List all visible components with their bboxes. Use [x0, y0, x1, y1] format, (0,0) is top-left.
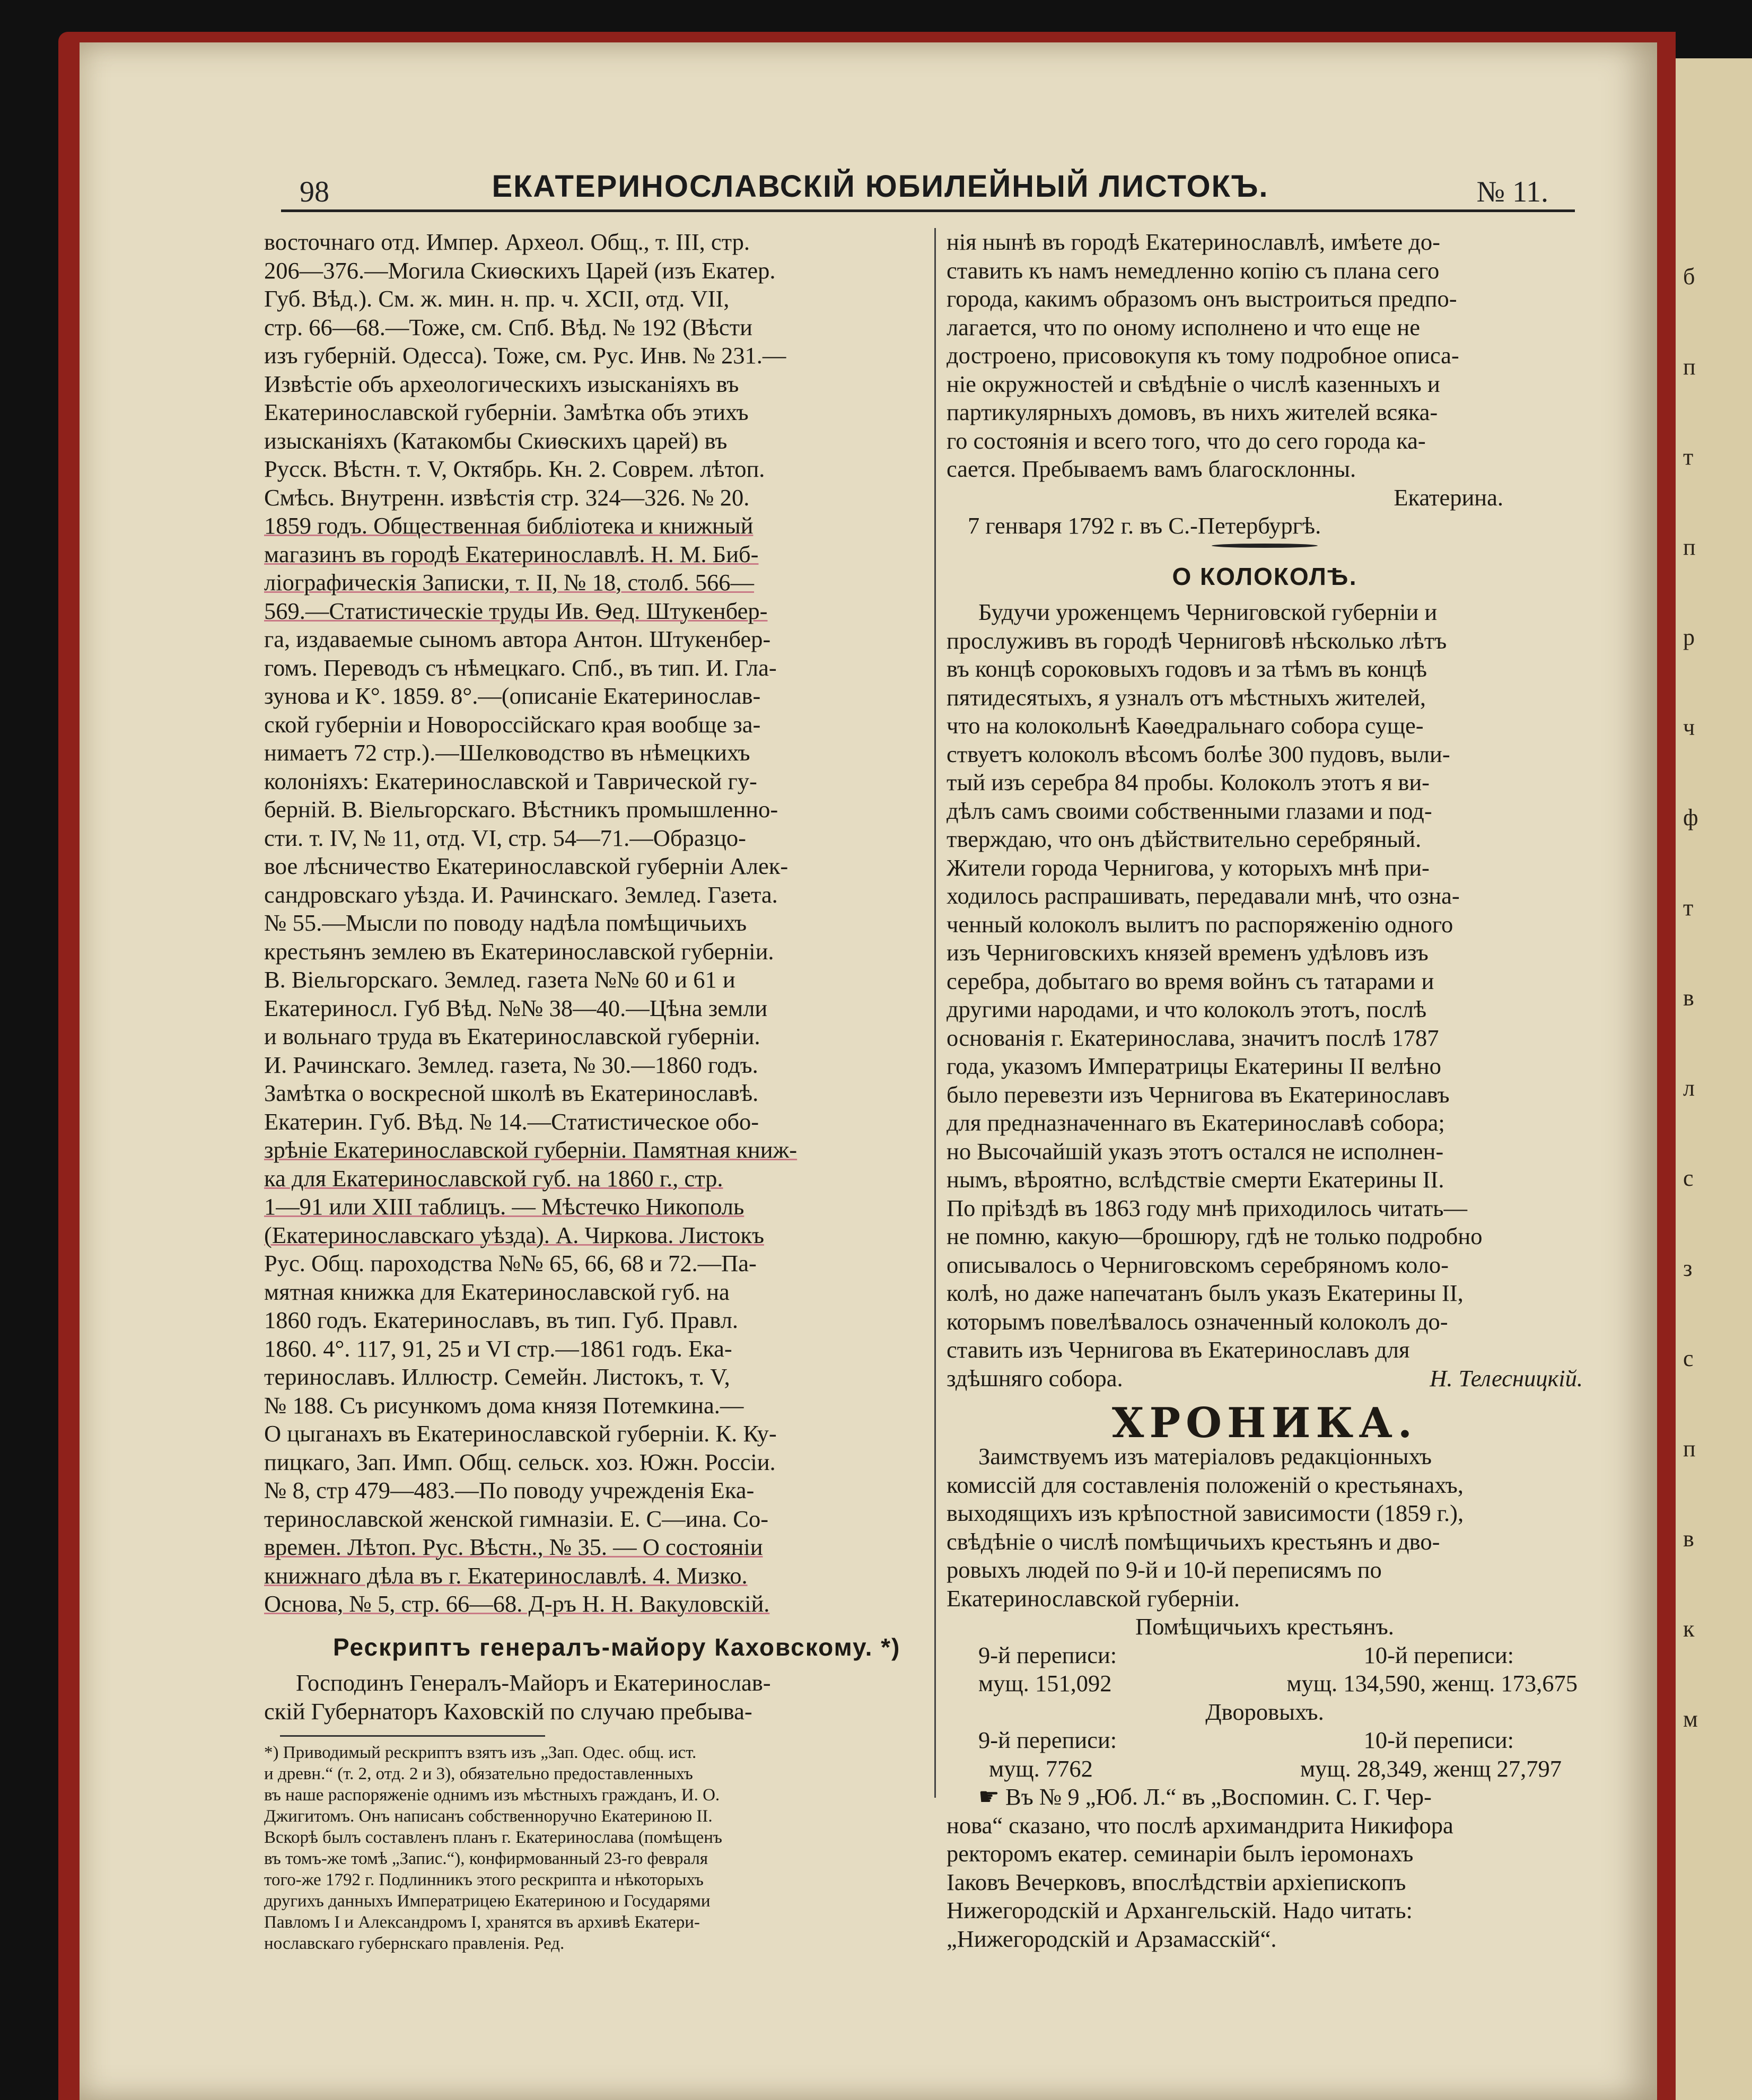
census-col-10-b: 10-й переписи: — [1363, 1727, 1514, 1753]
text-line: здѣшняго собора. — [947, 1364, 1123, 1392]
text-line: ка для Екатеринославской губ. на 1860 г., стр. — [264, 1165, 723, 1192]
text-line: теринославъ. Иллюстр. Семейн. Листокъ, т. V, — [264, 1363, 730, 1390]
footnote — [264, 1742, 924, 1954]
text-line: 1859 годъ. Общественная библіотека и книжный — [264, 512, 754, 539]
text-line: берній. В. Віельгорскаго. Вѣстникъ промышленно- — [264, 796, 778, 822]
text-line: го состоянія и всего того, что до сего города ка- — [947, 427, 1426, 454]
issue-number: № 11. — [1476, 176, 1548, 208]
adjacent-page-fragment: м — [1683, 1706, 1698, 1732]
text-line: комиссій для составленія положеній о крестьянахъ, — [947, 1471, 1464, 1498]
text-line: выходящихъ изъ крѣпостной зависимости (1859 г.), — [947, 1500, 1464, 1526]
text-line: стр. 66—68.—Тоже, см. Спб. Вѣд. № 192 (Вѣсти — [264, 313, 752, 340]
text-line: лагается, что по оному исполнено и что еще не — [947, 313, 1420, 340]
text-line: В. Віельгорскаго. Землед. газета №№ 60 и 61 и — [264, 966, 735, 993]
bibliography-text — [264, 228, 924, 1618]
census-col-10: 10-й переписи: — [1363, 1641, 1514, 1668]
house-title: Дворовыхъ. — [1205, 1698, 1324, 1725]
text-line: было перевезти изъ Чернигова въ Екатеринославъ — [947, 1081, 1450, 1108]
text-line: того-же 1792 г. Подлинникъ этого рескрипта и нѣкоторыхъ — [264, 1870, 704, 1889]
rescript-heading: Рескриптъ генералъ-майору Каховскому. *) — [333, 1633, 901, 1661]
adjacent-page-fragment: п — [1683, 1436, 1696, 1462]
text-line: прослуживъ въ городѣ Черниговѣ нѣсколько лѣтъ — [947, 627, 1447, 654]
text-line: но Высочайшій указъ этотъ остался не исполнен- — [947, 1138, 1444, 1165]
text-line: изысканіяхъ (Катакомбы Скиѳскихъ царей) въ — [264, 427, 728, 454]
adjacent-page-fragment: ч — [1683, 714, 1695, 740]
column-divider — [934, 228, 936, 1798]
text-line: пицкаго, Зап. Имп. Общ. сельск. хоз. Южн. Россіи. — [264, 1448, 776, 1475]
text-line: Смѣсь. Внутренн. извѣстія стр. 324—326. № 20. — [264, 484, 750, 511]
text-line: ставить къ намъ немедленно копію съ плана сего — [947, 257, 1440, 284]
text-line: партикулярныхъ домовъ, въ нихъ жителей всяка- — [947, 399, 1438, 425]
text-line: магазинъ въ городѣ Екатеринославлѣ. Н. М. Биб- — [264, 540, 759, 567]
rescript-continuation — [947, 228, 1583, 484]
peasants-10: мущ. 134,590, женщ. 173,675 — [1286, 1670, 1578, 1696]
text-line: 206—376.—Могила Скиѳскихъ Царей (изъ Екатер. — [264, 257, 776, 284]
house-10: мущ. 28,349, женщ 27,797 — [1300, 1755, 1562, 1782]
text-line: что на колокольнѣ Каѳедральнаго собора суще- — [947, 712, 1424, 739]
text-line: нія нынѣ въ городѣ Екатеринославлѣ, имѣете до- — [947, 229, 1441, 255]
text-line: По пріѣздѣ въ 1863 году мнѣ приходилось читать— — [947, 1194, 1467, 1221]
text-line: сандровскаго уѣзда. И. Рачинскаго. Землед. Газета. — [264, 881, 778, 908]
adjacent-page-fragment: в — [1683, 1526, 1694, 1552]
text-line: Заимствуемъ изъ матеріаловъ редакціонныхъ — [978, 1443, 1432, 1469]
text-line: И. Рачинскаго. Землед. газета, № 30.—1860 годъ. — [264, 1051, 758, 1078]
text-line: теринославской женской гимназіи. Е. С—ина. Со- — [264, 1505, 769, 1532]
text-line: Екатериносл. Губ Вѣд. №№ 38—40.—Цѣна земли — [264, 994, 768, 1021]
text-line: Іаковъ Вечерковъ, впослѣдствіи архіепископъ — [947, 1868, 1406, 1895]
text-line: нимаетъ 72 стр.).—Шелководство въ нѣмецкихъ — [264, 739, 750, 766]
adjacent-page-fragment: с — [1683, 1345, 1694, 1371]
rescript-date: 7 генваря 1792 г. въ С.-Петербургѣ. — [968, 512, 1321, 539]
text-line: и вольнаго труда въ Екатеринославской губерніи. — [264, 1023, 760, 1049]
text-line: *) Приводимый рескриптъ взятъ изъ „Зап. Одес. общ. ист. — [264, 1743, 697, 1762]
text-line: Замѣтка о воскресной школѣ въ Екатеринославѣ. — [264, 1080, 759, 1106]
text-line: Будучи уроженцемъ Черниговской губерніи и — [978, 599, 1438, 625]
house-row — [947, 1755, 1583, 1783]
text-line: (Екатеринославскаго уѣзда). А. Чиркова. Листокъ — [264, 1221, 764, 1248]
journal-title: ЕКАТЕРИНОСЛАВСКІЙ ЮБИЛЕЙНЫЙ ЛИСТОКЪ. — [492, 169, 1269, 204]
text-line: достроено, присовокупя къ тому подробное описа- — [947, 342, 1459, 369]
text-line: № 55.—Мысли по поводу надѣла помѣщичьихъ — [264, 909, 747, 936]
text-line: 1860. 4°. 117, 91, 25 и VI стр.—1861 годъ. Ека- — [264, 1335, 732, 1362]
text-line: и древн.“ (т. 2, отд. 2 и 3), обязательно предоставленныхъ — [264, 1764, 693, 1783]
text-line: серебра, добытаго во время войнъ съ татарами и — [947, 967, 1434, 994]
census-header-row-2 — [947, 1726, 1583, 1755]
text-line: ☛ Въ № 9 „Юб. Л.“ въ „Воспомин. С. Г. Чер- — [978, 1783, 1432, 1810]
adjacent-page-fragment: п — [1683, 354, 1696, 380]
text-line: дѣлъ самъ своими собственными глазами и под- — [947, 797, 1432, 824]
text-line: свѣдѣніе о числѣ помѣщичьихъ крестьянъ и дво- — [947, 1528, 1440, 1555]
text-line: Рус. Общ. пароходства №№ 65, 66, 68 и 72.—Па- — [264, 1250, 757, 1276]
text-line: гомъ. Переводъ съ нѣмецкаго. Спб., въ тип. И. Гла- — [264, 654, 777, 681]
left-column — [264, 228, 924, 1954]
text-line: № 188. Съ рисункомъ дома князя Потемкина.— — [264, 1392, 744, 1419]
adjacent-page-fragment: ф — [1683, 804, 1698, 830]
text-line: Жители города Чернигова, у которыхъ мнѣ при- — [947, 854, 1430, 881]
adjacent-page-fragment: р — [1683, 624, 1695, 650]
text-line: № 8, стр 479—483.—По поводу учрежденія Ека- — [264, 1477, 755, 1503]
text-line: Павломъ I и Александромъ I, хранятся въ архивѣ Екатери- — [264, 1913, 700, 1932]
text-line: ствуетъ колоколъ вѣсомъ болѣе 300 пудовъ, выли- — [947, 740, 1450, 767]
text-line: ректоромъ екатер. семинаріи былъ іеромонахъ — [947, 1840, 1414, 1867]
census-col-9-b: 9-й переписи: — [978, 1727, 1117, 1753]
text-line: скій Губернаторъ Каховскій по случаю пребыва- — [264, 1698, 752, 1725]
text-line: изъ Черниговскихъ князей временъ удѣловъ изъ — [947, 939, 1429, 966]
text-line: ставить изъ Чернигова въ Екатеринославъ для — [947, 1336, 1410, 1363]
text-line: въ наше распоряженіе однимъ изъ мѣстныхъ гражданъ, И. О. — [264, 1786, 720, 1805]
text-line: 569.—Статистическіе труды Ив. Ѳед. Штукенбер- — [264, 597, 768, 624]
text-line: изъ губерній. Одесса). Тоже, см. Рус. Инв. № 231.— — [264, 342, 786, 369]
text-line: колоніяхъ: Екатеринославской и Таврической гу- — [264, 767, 757, 794]
peasants-9: мущ. 151,092 — [978, 1670, 1112, 1696]
text-line: га, издаваемые сыномъ автора Антон. Штукенбер- — [264, 626, 771, 652]
text-line: 1860 годъ. Екатеринославъ, въ тип. Губ. Правл. — [264, 1307, 739, 1333]
census-col-9: 9-й переписи: — [978, 1641, 1117, 1668]
text-line: О цыганахъ въ Екатеринославской губерніи. К. Ку- — [264, 1420, 777, 1447]
adjacent-page-fragment: т — [1683, 895, 1694, 921]
peasants-title: Помѣщичьихъ крестьянъ. — [1135, 1613, 1394, 1640]
text-line: сается. Пребываемъ вамъ благосклонны. — [947, 456, 1356, 482]
text-line: ходилось распрашивать, передавали мнѣ, что озна- — [947, 882, 1460, 909]
text-line: ровыхъ людей по 9-й и 10-й переписямъ по — [947, 1556, 1382, 1583]
text-line: крестьянъ землею въ Екатеринославской губерніи. — [264, 938, 774, 965]
text-line: ліографическія Записки, т. II, № 18, столб. 566— — [264, 569, 755, 596]
text-line: основанія г. Екатеринослава, значитъ послѣ 1787 — [947, 1024, 1439, 1051]
text-line: ской губерніи и Новороссійскаго края вообще за- — [264, 711, 761, 738]
adjacent-page-fragment: л — [1683, 1075, 1695, 1101]
text-line: Извѣстіе объ археологическихъ изысканіяхъ въ — [264, 370, 739, 397]
chronicle-heading: ХРОНИКА. — [1111, 1398, 1418, 1447]
adjacent-page-fragment: з — [1683, 1255, 1693, 1281]
footnote-rule — [280, 1735, 545, 1737]
rescript-text — [264, 1669, 924, 1726]
adjacent-page-fragment: в — [1683, 985, 1694, 1011]
text-line: Основа, № 5, стр. 66—68. Д-ръ Н. Н. Вакуловскій. — [264, 1590, 770, 1617]
text-line: Нижегородскій и Архангельскій. Надо читать: — [947, 1897, 1413, 1923]
text-line: которымъ повелѣвалось означенный колоколъ до- — [947, 1308, 1448, 1335]
text-line: Екатеринославской губерніи. Замѣтка объ этихъ — [264, 399, 749, 425]
adjacent-page-fragment: т — [1683, 444, 1694, 470]
text-line: нославскаго губернскаго правленія. Ред. — [264, 1934, 565, 1953]
page-number: 98 — [300, 176, 329, 208]
house-9: мущ. 7762 — [989, 1755, 1093, 1782]
text-line: вое лѣсничество Екатеринославской губерніи Алек- — [264, 853, 789, 879]
chronicle-text — [947, 1442, 1583, 1613]
text-line: города, какимъ образомъ онъ выстроиться предпо- — [947, 285, 1457, 312]
text-line: тый изъ серебра 84 пробы. Колоколъ этотъ я ви- — [947, 769, 1430, 795]
text-line: въ концѣ сороковыхъ годовъ и за тѣмъ въ концѣ — [947, 655, 1427, 682]
text-line: въ томъ-же томѣ „Запис.“), конфирмованный 23-го февраля — [264, 1849, 708, 1868]
rescript-signature: Екатерина. — [1394, 484, 1503, 511]
text-line: другими народами, и что колоколъ этотъ, послѣ — [947, 996, 1427, 1022]
bell-signature: Н. Телесницкій. — [1430, 1365, 1583, 1392]
text-line: книжнаго дѣла въ г. Екатеринославлѣ. 4. Мизко. — [264, 1562, 748, 1589]
text-line: пятидесятыхъ, я узналъ отъ мѣстныхъ жителей, — [947, 684, 1426, 711]
text-line: другихъ данныхъ Императрицею Екатериною и Государями — [264, 1892, 711, 1911]
text-line: зрѣніе Екатеринославской губерніи. Памятная книж- — [264, 1136, 798, 1163]
adjacent-page-fragment: б — [1683, 264, 1695, 290]
adjacent-page-fragment: с — [1683, 1165, 1694, 1191]
text-line: колѣ, но даже напечатанъ былъ указъ Екатерины II, — [947, 1280, 1464, 1306]
adjacent-page-fragment: к — [1683, 1616, 1695, 1642]
text-line: Губ. Вѣд.). См. ж. мин. н. пр. ч. XCII, отд. VII, — [264, 285, 730, 312]
text-line: не помню, какую—брошюру, гдѣ не только подробно — [947, 1223, 1483, 1249]
text-line: Русск. Вѣстн. т. V, Октябрь. Кн. 2. Соврем. лѣтоп. — [264, 456, 765, 482]
text-line: тверждаю, что онъ дѣйствительно серебряный. — [947, 826, 1422, 852]
text-line: нова“ сказано, что послѣ архимандрита Никифора — [947, 1812, 1453, 1839]
text-line: времен. Лѣтоп. Рус. Вѣстн., № 35. — О состояніи — [264, 1534, 763, 1560]
text-line: нымъ, вѣроятно, вслѣдствіе смерти Екатерины II. — [947, 1166, 1444, 1193]
section-separator — [1212, 544, 1318, 548]
census-header-row — [947, 1641, 1583, 1670]
text-line: восточнаго отд. Импер. Археол. Общ., т. III, стр. — [264, 229, 750, 255]
text-line: Екатеринославской губерніи. — [947, 1585, 1240, 1612]
bell-heading: О КОЛОКОЛѢ. — [1172, 562, 1357, 590]
text-line: ченный колоколъ вылитъ по распоряженію одного — [947, 911, 1453, 938]
text-line: ніе окружностей и свѣдѣніе о числѣ казенныхъ и — [947, 370, 1440, 397]
text-line: Вскорѣ былъ составленъ планъ г. Екатеринослава (помѣщенъ — [264, 1828, 722, 1847]
page-header — [212, 126, 1548, 208]
text-line: зунова и К°. 1859. 8°.—(описаніе Екатеринослав- — [264, 682, 761, 709]
text-line: года, указомъ Императрицы Екатерины II велѣно — [947, 1053, 1441, 1079]
bell-article — [947, 598, 1583, 1393]
correction-note — [947, 1783, 1583, 1953]
text-line: сти. т. IV, № 11, отд. VI, стр. 54—71.—Образцо- — [264, 824, 746, 851]
text-line: для предназначеннаго въ Екатеринославѣ собора; — [947, 1109, 1445, 1136]
text-line: описывалось о Черниговскомъ серебряномъ коло- — [947, 1251, 1449, 1278]
text-line: мятная книжка для Екатеринославской губ. на — [264, 1278, 730, 1305]
adjacent-page-fragment: п — [1683, 534, 1696, 560]
right-column — [947, 228, 1583, 1953]
peasants-row — [947, 1669, 1583, 1698]
text-line: „Нижегородскій и Арзамасскій“. — [947, 1925, 1277, 1952]
header-rule — [281, 209, 1575, 212]
text-line: 1—91 или XIII таблицъ. — Мѣстечко Никополь — [264, 1193, 744, 1220]
text-line: Господинъ Генералъ-Майоръ и Екатеринослав- — [296, 1669, 771, 1696]
text-line: Джигитомъ. Онъ написанъ собственноручно Екатериною II. — [264, 1807, 713, 1826]
text-line: Екатерин. Губ. Вѣд. № 14.—Статистическое обо- — [264, 1108, 759, 1135]
